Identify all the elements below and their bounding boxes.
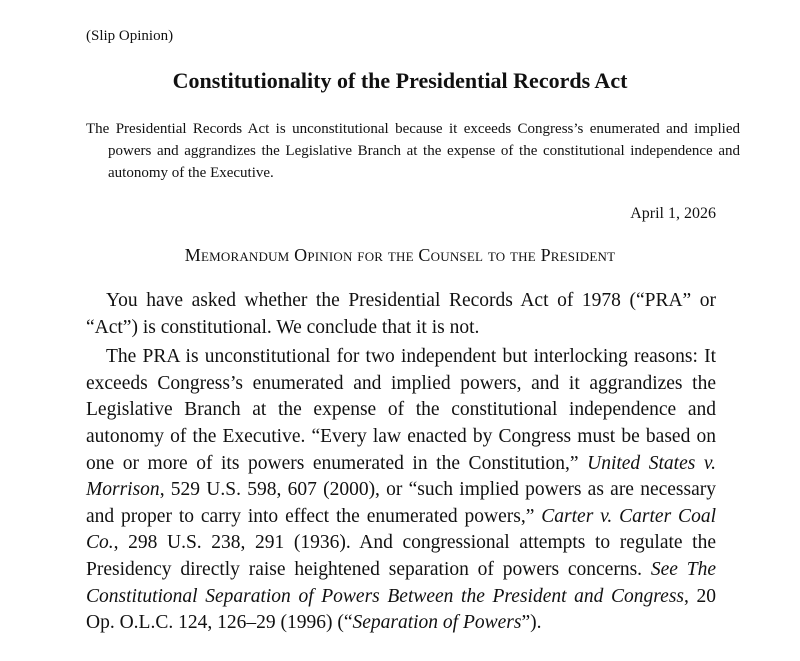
- headnote: The Presidential Records Act is unconstitutional because it exceeds Congress’s enumerated and implied powers and aggrandizes the Legislative Branch at the expense of the constitutional independence and autonomy of the Executive.: [86, 121, 740, 181]
- paragraph-2-text: , 298 U.S. 238, 291 (1936). And congressional attempts to regulate the Presidency directly raise heightened separation of powers concerns.: [86, 532, 716, 580]
- opinion-date: April 1, 2026: [630, 205, 716, 222]
- slip-opinion-label: (Slip Opinion): [86, 28, 174, 44]
- paragraph-2: [86, 344, 716, 637]
- case-citation-morrison: United States v. Morrison: [86, 452, 716, 501]
- paragraph-2-text: , 20 Op. O.L.C. 124, 126–29 (1996) (“: [86, 585, 717, 634]
- short-citation: Separation of Powers: [352, 612, 522, 634]
- paragraph-2-text: ”).: [521, 612, 542, 634]
- memorandum-heading: Memorandum Opinion for the Counsel to the President: [184, 245, 616, 265]
- case-citation-carter: Carter v. Carter Coal Co.: [86, 505, 716, 554]
- opinion-title: Constitutionality of the Presidential Records Act: [172, 68, 628, 93]
- citation-separation-of-powers: See The Constitutional Separation of Powers Between the President and Congress: [86, 558, 716, 607]
- opinion-body: [86, 288, 716, 637]
- paragraph-2-text: The PRA is unconstitutional for two independent but interlocking reasons: It exceeds Congress’s enumerated and implied powers, and it aggrandizes the Legislative Branch at the expense of the constitutional independence and autonomy of the Executive. “Every law enacted by Congress must be based on one or more of its powers enumerated in the Constitution,”: [86, 346, 716, 474]
- paragraph-1: You have asked whether the Presidential Records Act of 1978 (“PRA” or “Act”) is constitutional. We conclude that it is not.: [86, 290, 716, 338]
- paragraph-2-text: , 529 U.S. 598, 607 (2000), or “such implied powers as are necessary and proper to carry into effect the enumerated powers,”: [86, 479, 716, 527]
